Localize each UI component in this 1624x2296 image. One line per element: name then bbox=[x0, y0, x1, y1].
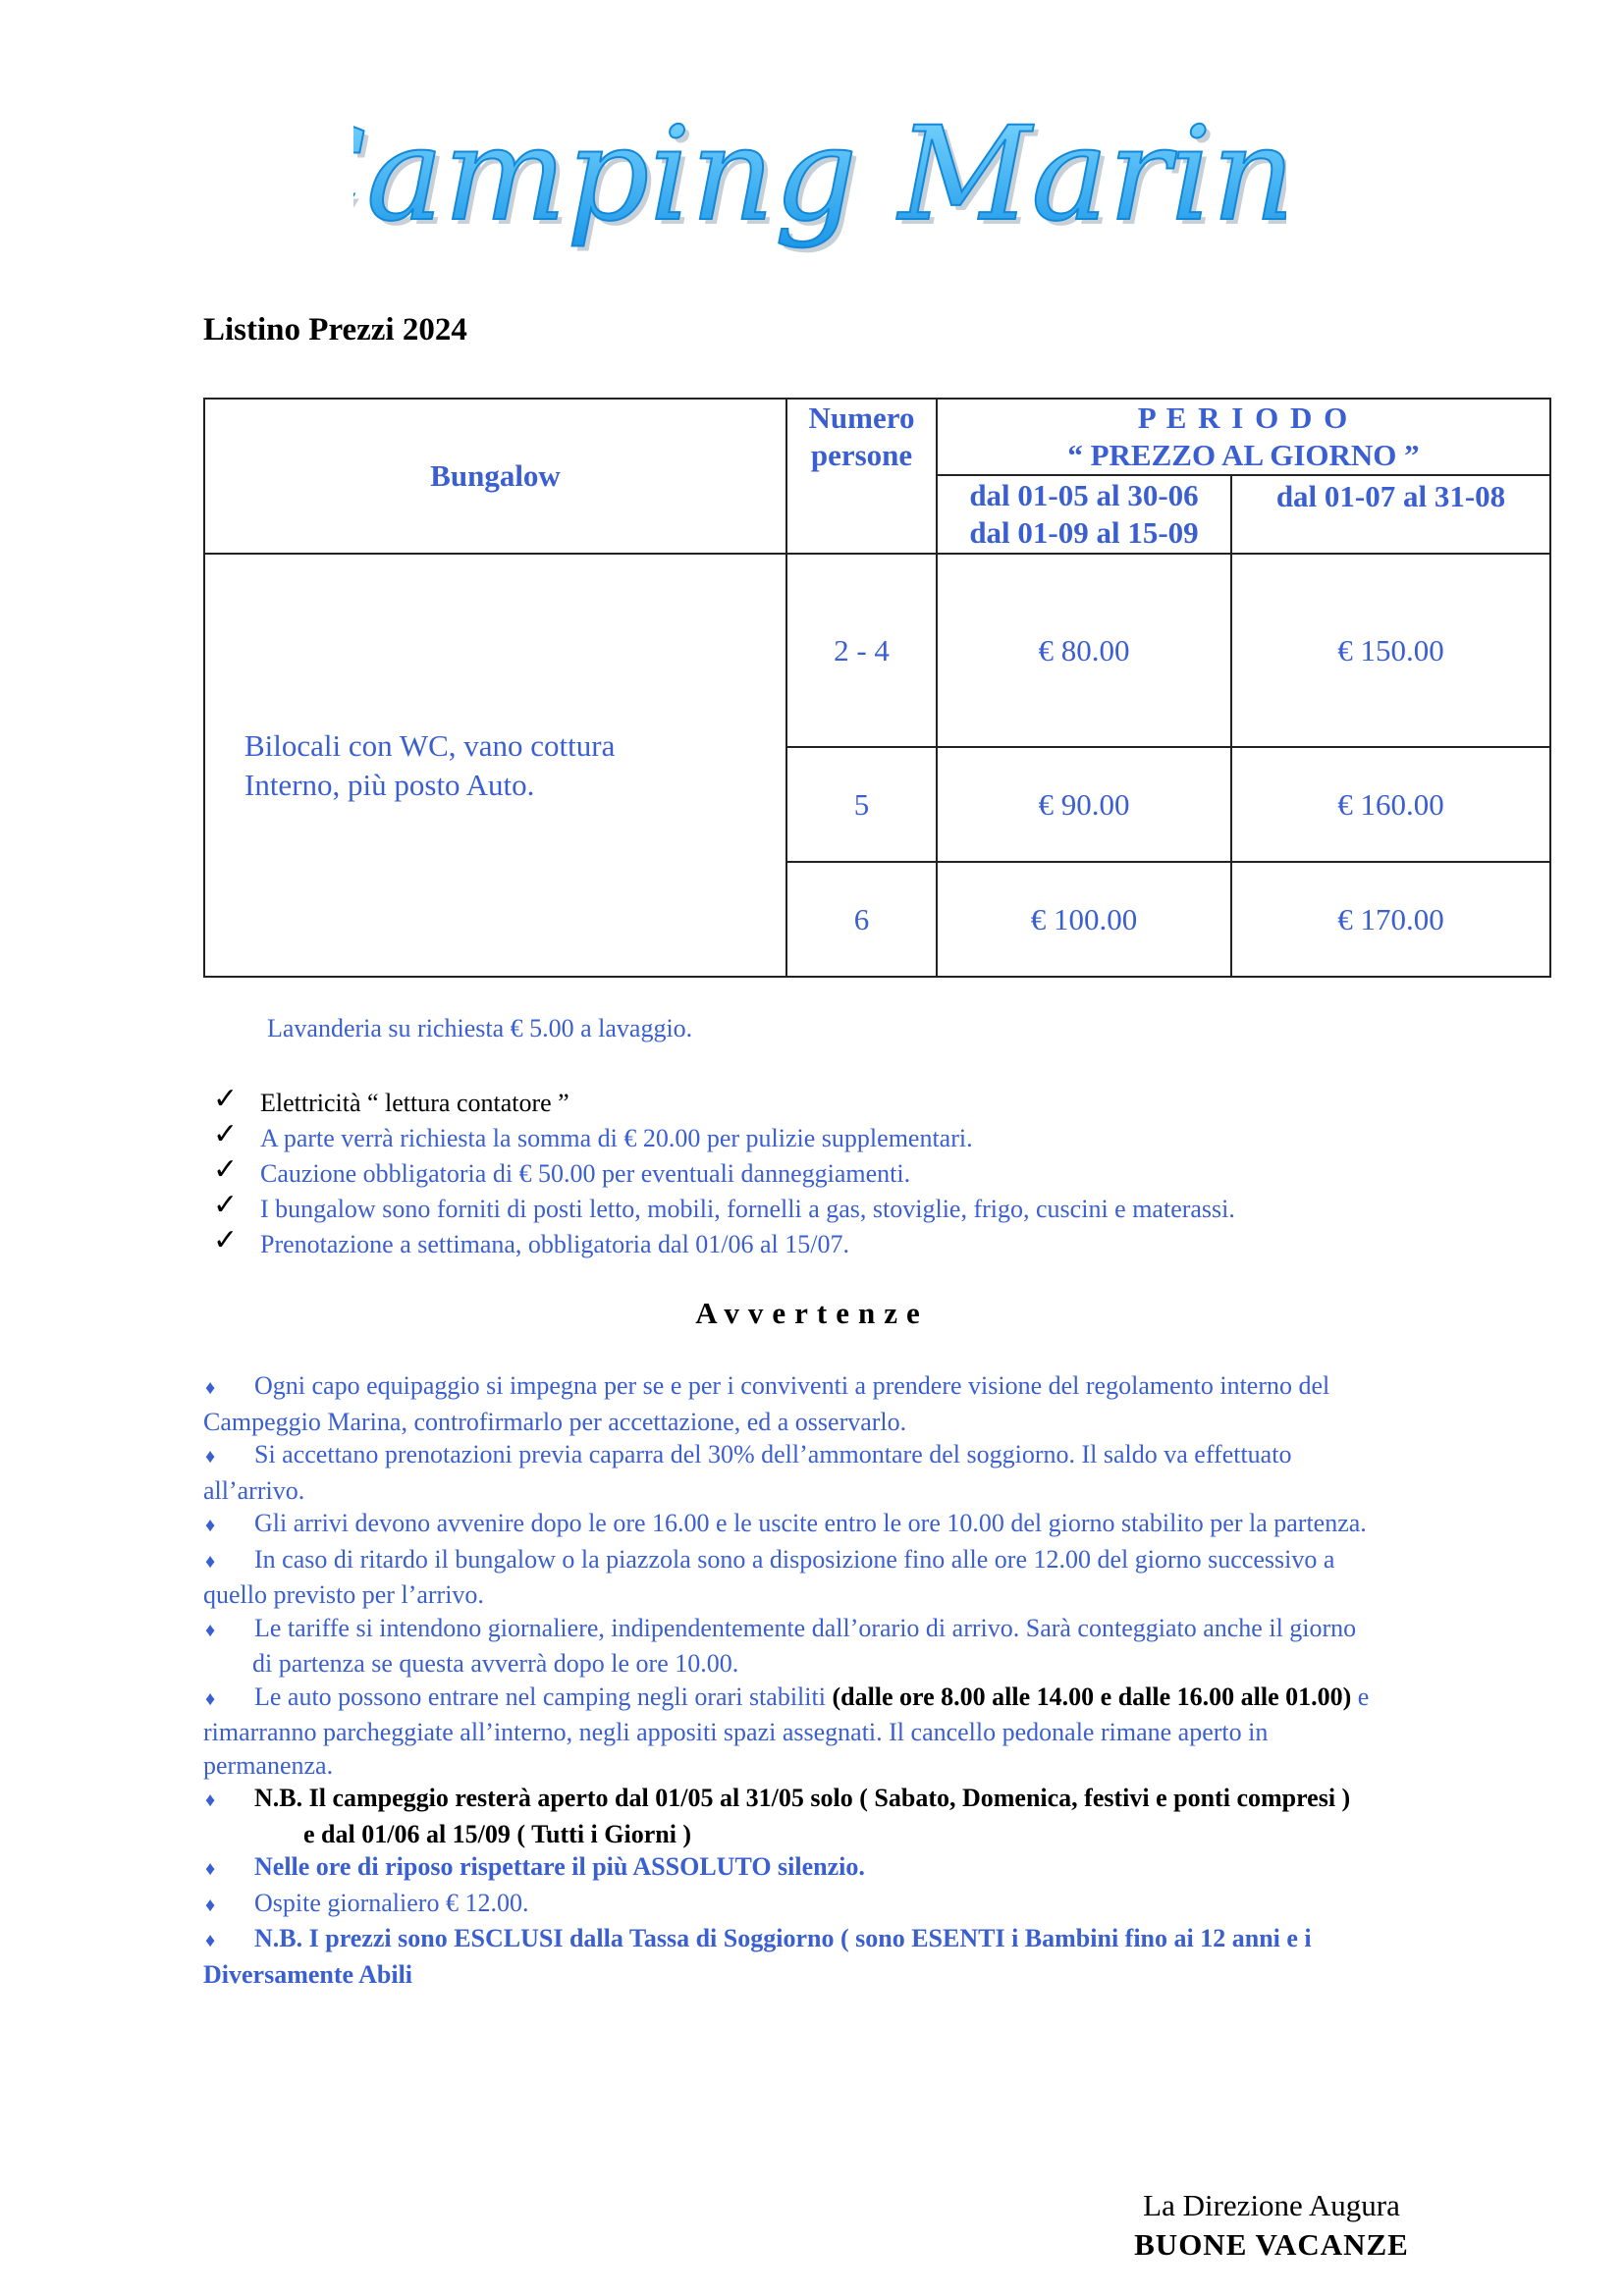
diamond-bullet-icon: ♦ bbox=[205, 1515, 216, 1536]
diamond-bullet-icon: ♦ bbox=[205, 1930, 216, 1951]
diamond-bullet-icon: ♦ bbox=[205, 1687, 216, 1710]
list-item: ✓ I bungalow sono forniti di posti letto, mobili, fornelli a gas, stoviglie, frigo, cuscini e materassi. bbox=[213, 1189, 1235, 1223]
list-item: ♦ N.B. Il campeggio resterà aperto dal 01/05 al 31/05 solo ( Sabato, Domenica, festivi e ponti compresi ) bbox=[203, 1782, 1558, 1818]
price-low-season: € 90.00 bbox=[937, 747, 1231, 862]
list-item: ♦ Ogni capo equipaggio si impegna per se e per i conviventi a prendere visione del regolamento interno del bbox=[203, 1369, 1558, 1406]
persons-cell: 2 - 4 bbox=[786, 554, 937, 747]
list-item-continuation: quello previsto per l’arrivo. bbox=[203, 1580, 484, 1609]
list-item: ♦ Si accettano prenotazioni previa caparra del 30% dell’ammontare del soggiorno. Il saldo va effettuato bbox=[203, 1438, 1558, 1474]
price-low-season: € 80.00 bbox=[937, 554, 1231, 747]
price-high-season: € 170.00 bbox=[1231, 862, 1550, 977]
list-item-continuation: Campeggio Marina, controfirmarlo per accettazione, ed a osservarlo. bbox=[203, 1407, 907, 1436]
logo-wordmark bbox=[353, 93, 1286, 280]
list-item-continuation: rimarranno parcheggiate all’interno, negli appositi spazi assegnati. Il cancello pedonale rimane aperto in bbox=[203, 1718, 1269, 1746]
header-period-a: dal 01-05 al 30-06 dal 01-09 al 15-09 bbox=[937, 475, 1231, 554]
list-item: ✓ Prenotazione a settimana, obbligatoria dal 01/06 al 15/07. bbox=[213, 1224, 850, 1258]
closing-line-2: BUONE VACANZE bbox=[1134, 2227, 1409, 2262]
warnings-list bbox=[203, 1369, 1558, 1991]
diamond-bullet-icon: ♦ bbox=[205, 1619, 216, 1641]
header-period-b: dal 01-07 al 31-08 bbox=[1231, 475, 1550, 554]
bungalow-description: Bilocali con WC, vano cottura Interno, più posto Auto. bbox=[204, 554, 786, 977]
svg-text:Camping Marina: amping Mari bbox=[366, 99, 1213, 250]
list-item-continuation: permanenza. bbox=[203, 1750, 334, 1780]
warnings-heading: Avvertenze bbox=[695, 1296, 929, 1330]
list-item: ♦ In caso di ritardo il bungalow o la piazzola sono a disposizione fino alle ore 12.00 del giorno successivo a bbox=[203, 1543, 1558, 1579]
closing-line-1: La Direzione Augura bbox=[1143, 2188, 1400, 2222]
price-table bbox=[203, 398, 1551, 978]
list-item: ♦ N.B. I prezzi sono ESCLUSI dalla Tassa di Soggiorno ( sono ESENTI i Bambini fino ai 12 anni e i bbox=[203, 1922, 1558, 1958]
checkmark-icon: ✓ bbox=[213, 1189, 239, 1221]
diamond-bullet-icon: ♦ bbox=[205, 1858, 216, 1880]
diamond-bullet-icon: ♦ bbox=[205, 1446, 216, 1468]
price-list-title: Listino Prezzi 2024 bbox=[203, 312, 467, 347]
persons-cell: 5 bbox=[786, 747, 937, 862]
list-item: ✓ Elettricità “ lettura contatore ” bbox=[213, 1083, 569, 1117]
diamond-bullet-icon: ♦ bbox=[205, 1377, 216, 1399]
closing-greeting bbox=[1124, 2186, 1419, 2265]
list-item: ♦ Gli arrivi devono avvenire dopo le ore 16.00 e le uscite entro le ore 10.00 del giorno stabilito per la partenza. bbox=[203, 1507, 1558, 1543]
persons-cell: 6 bbox=[786, 862, 937, 977]
header-period: P E R I O D O “ PREZZO AL GIORNO ” bbox=[937, 399, 1550, 475]
list-item-continuation: all’arrivo. bbox=[203, 1475, 305, 1505]
diamond-bullet-icon: ♦ bbox=[205, 1789, 216, 1811]
svg-text:Camping Marina: amping Mari bbox=[371, 104, 1218, 255]
list-item: ♦ Nelle ore di riposo rispettare il più ASSOLUTO silenzio. bbox=[203, 1850, 1558, 1887]
checkmark-icon: ✓ bbox=[213, 1083, 239, 1115]
price-high-season: € 160.00 bbox=[1231, 747, 1550, 862]
checklist bbox=[203, 1083, 1558, 1262]
checkmark-icon: ✓ bbox=[213, 1153, 239, 1186]
checkmark-icon: ✓ bbox=[213, 1224, 239, 1256]
list-item: ♦ Le tariffe si intendono giornaliere, indipendentemente dall’orario di arrivo. Sarà conteggiato anche il giorno bbox=[203, 1612, 1558, 1648]
diamond-bullet-icon: ♦ bbox=[205, 1894, 216, 1916]
list-item: ♦ Le auto possono entrare nel camping negli orari stabiliti (dalle ore 8.00 alle 14.00 e dalle 16.00 alle 01.00) e bbox=[203, 1681, 1558, 1717]
list-item-continuation: Diversamente Abili bbox=[203, 1959, 413, 1989]
header-bungalow: Bungalow bbox=[204, 399, 786, 554]
header-persons: Numero persone bbox=[786, 399, 937, 554]
list-item: ✓ Cauzione obbligatoria di € 50.00 per eventuali danneggiamenti. bbox=[213, 1153, 911, 1188]
price-low-season: € 100.00 bbox=[937, 862, 1231, 977]
price-high-season: € 150.00 bbox=[1231, 554, 1550, 747]
list-item-continuation: di partenza se questa avverrà dopo le ore 10.00. bbox=[252, 1649, 739, 1678]
diamond-bullet-icon: ♦ bbox=[205, 1550, 216, 1573]
list-item: ✓ A parte verrà richiesta la somma di € 20.00 per pulizie supplementari. bbox=[213, 1118, 973, 1152]
list-item-continuation: e dal 01/06 al 15/09 ( Tutti i Giorni ) bbox=[303, 1819, 692, 1848]
laundry-note: Lavanderia su richiesta € 5.00 a lavaggio. bbox=[267, 1014, 693, 1042]
list-item: ♦ Ospite giornaliero € 12.00. bbox=[203, 1887, 1558, 1923]
checkmark-icon: ✓ bbox=[213, 1118, 239, 1150]
camping-marina-logo bbox=[353, 93, 1286, 280]
